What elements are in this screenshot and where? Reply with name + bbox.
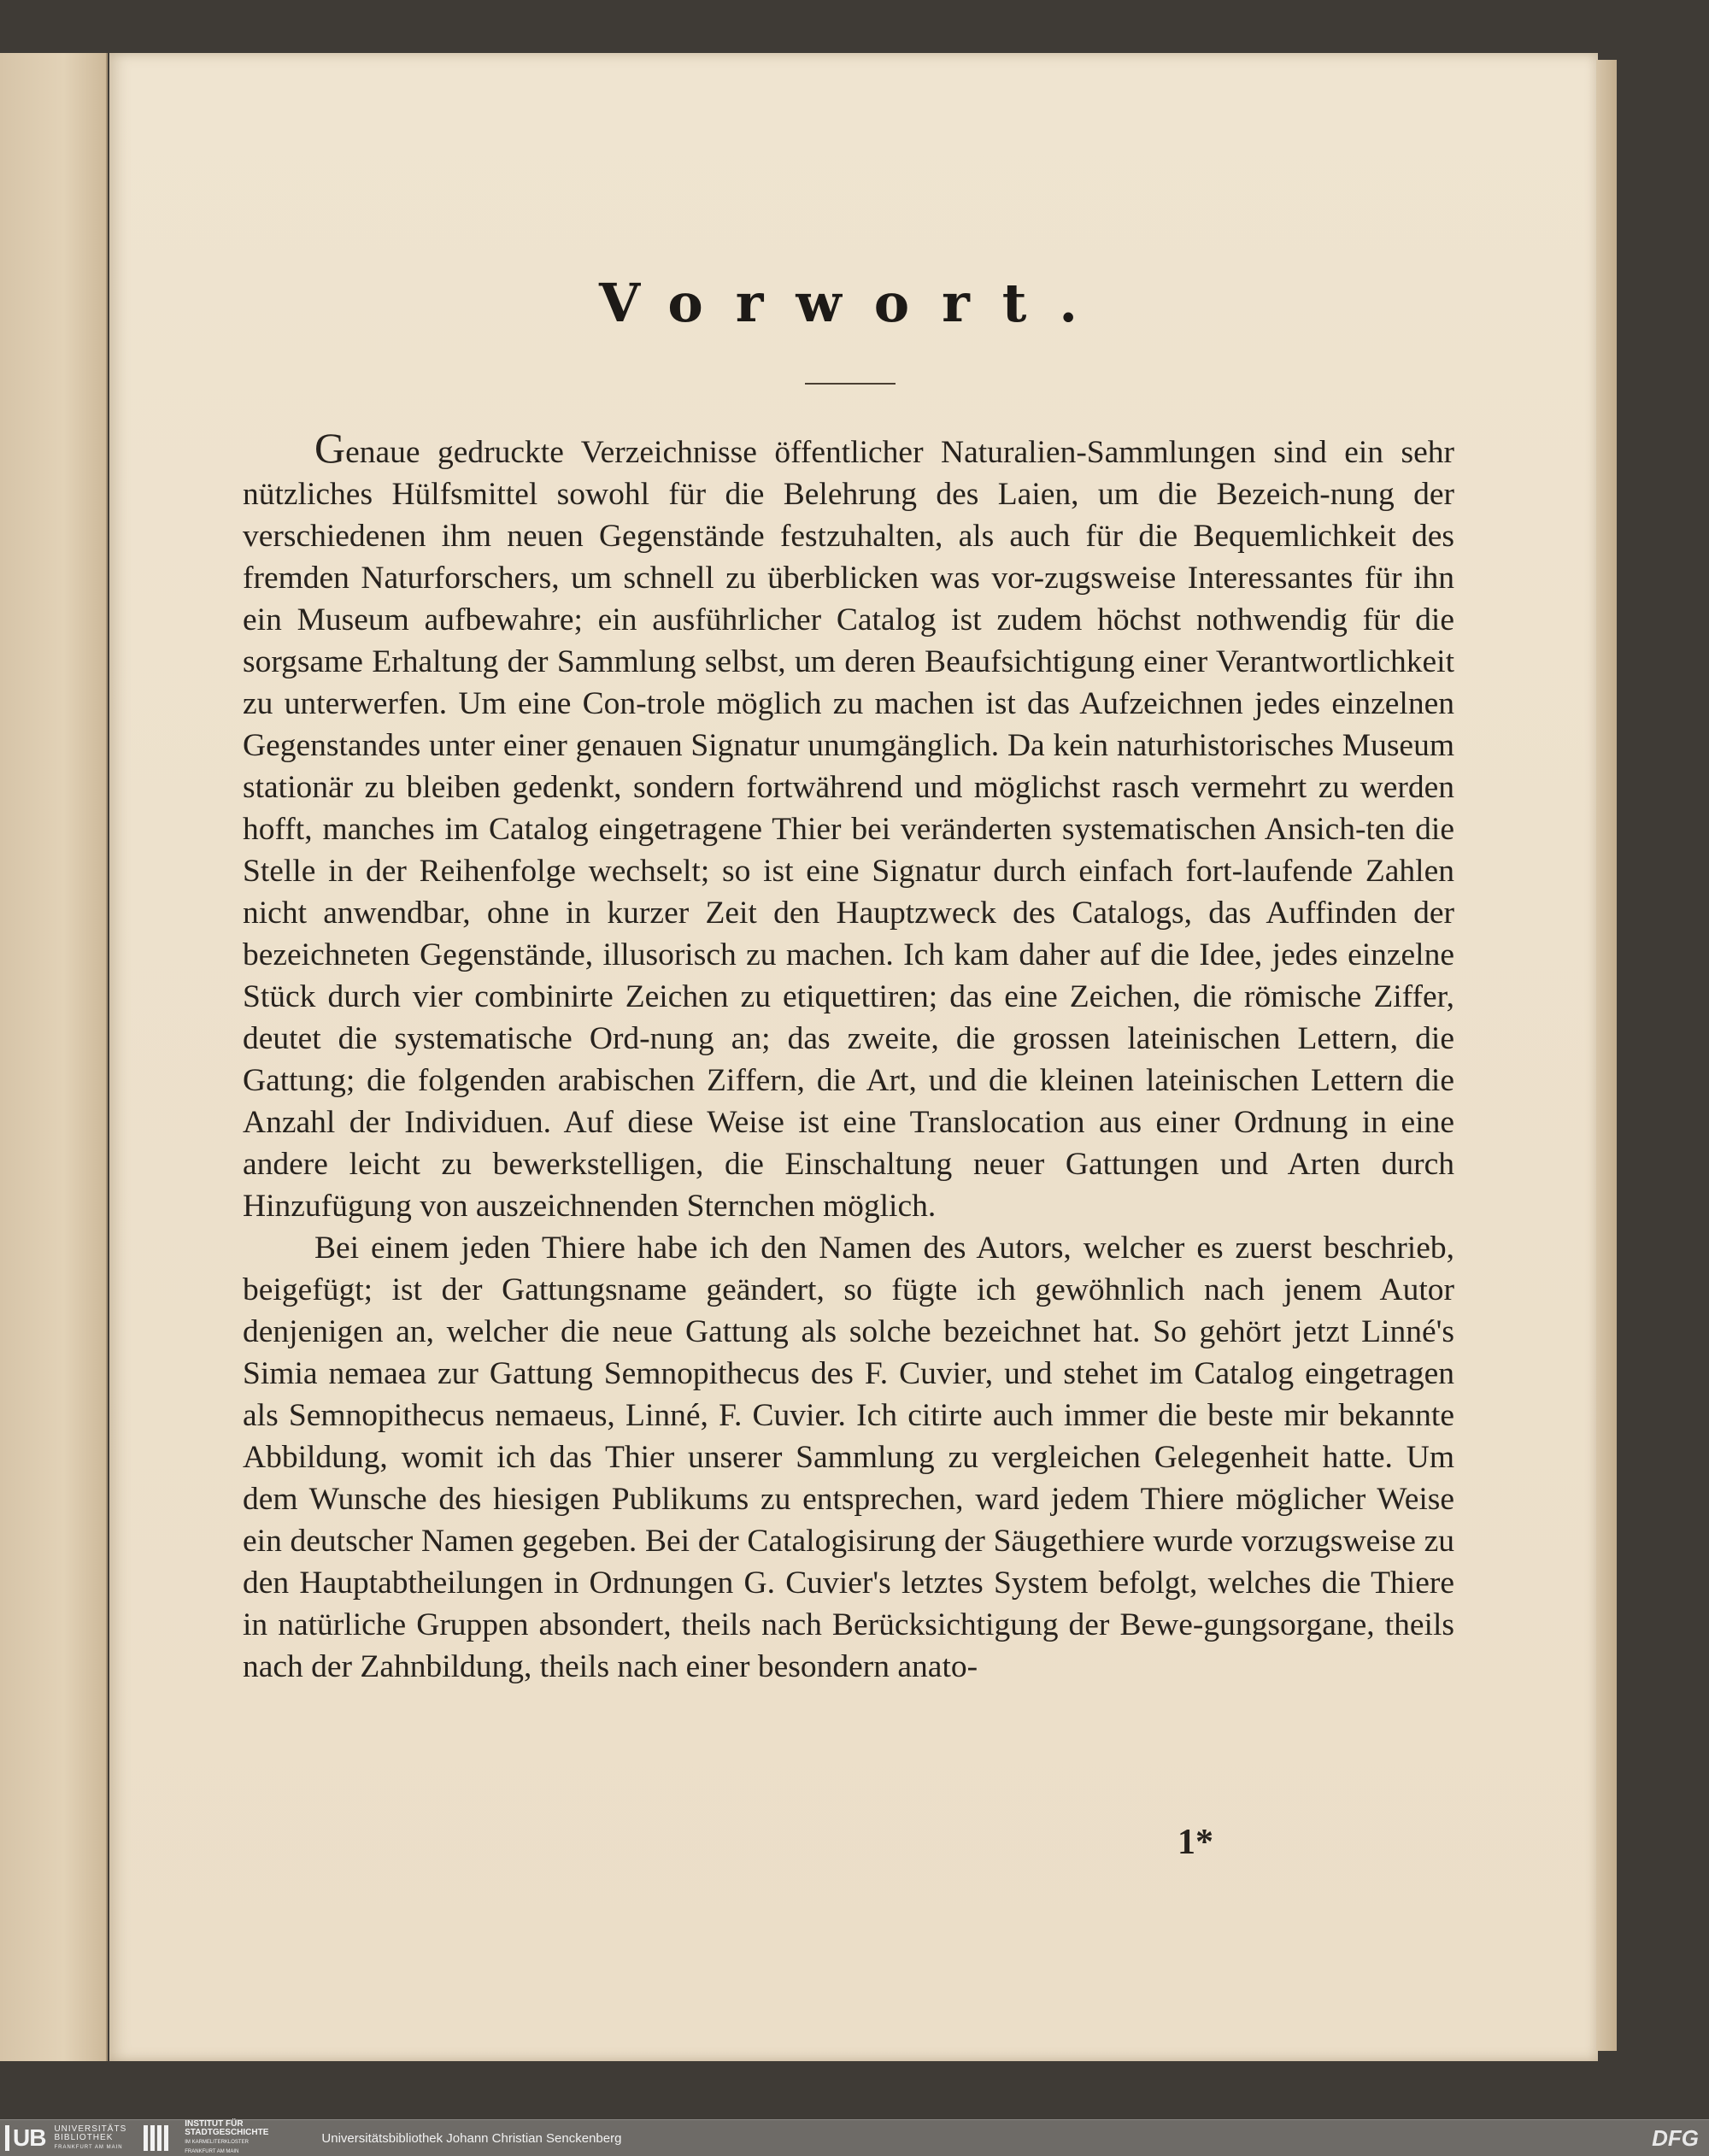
ub-logo-line1: UNIVERSITÄTS [54,2124,127,2134]
institut-stadtgeschichte-logo[interactable] [144,2120,268,2156]
heading-rule [805,383,896,385]
ifs-logo-icon [144,2125,178,2151]
paragraph-1 [243,424,1454,1227]
drop-cap: G [314,424,346,472]
signature-mark: 1* [1178,1823,1213,1862]
ub-logo-line2: BIBLIOTHEK [54,2132,114,2142]
ub-logo-text [54,2125,126,2152]
dfg-logo[interactable]: DFG [1652,2125,1699,2151]
paragraph-2: Bei einem jeden Thiere habe ich den Namen des Autors, welcher es zuerst beschrieb, beigefügt; ist der Gattungsname geändert, so fügte ich gewöhnlich nach jenem Autor denjenigen an, welcher die neue Gattung als solche bezeichnet hat. So gehört jetzt Linné's Simia nemaea zur Gattung Semnopithecus des F. Cuvier, und stehet im Catalog eingetragen als Semnopithecus nemaeus, Linné, F. Cuvier. Ich citirte auch immer die beste mir bekannte Abbildung, womit ich das Thier unserer Sammlung zu vergleichen Gelegenheit hatte. Um dem Wunsche des hiesigen Publikums zu entsprechen, ward jedem Thiere möglicher Weise ein deutscher Namen gegeben. Bei der Catalogisirung der Säugethiere wurde vorzugsweise zu den Hauptabtheilungen in Ordnungen G. Cuvier's letztes System befolgt, welches die Thiere in natürliche Gruppen absondert, theils nach Berücksichtigung der Bewe-gungsorgane, theils nach der Zahnbildung, theils nach einer besondern anato- [243,1231,1454,1684]
library-credit: Universitätsbibliothek Johann Christian Senckenberg [321,2130,622,2146]
page-heading: Vorwort. [598,272,1111,334]
ub-logo[interactable] [5,2124,126,2152]
ub-logo-line3: FRANKFURT AM MAIN [54,2144,123,2150]
viewer-footer [0,2119,1709,2156]
ifs-line2: STADTGESCHICHTE [185,2128,269,2137]
ifs-line3: IM KARMELITERKLOSTER [185,2140,249,2145]
body-text [243,424,1454,1688]
page-fore-edge [1596,60,1617,2051]
paragraph-1-text: enaue gedruckte Verzeichnisse öffentlicher Naturalien-Sammlungen sind ein sehr nützliches Hülfsmittel sowohl für die Belehrung des Laien, um die Bezeich-nung der verschiedenen ihm neuen Gegenstände festzuhalten, als auch für die Bequemlichkeit des fremden Naturforschers, um schnell zu überblicken was vor-zugsweise Interessantes für ihn ein Museum aufbewahre; ein ausführlicher Catalog ist zudem höchst nothwendig für die sorgsame Erhaltung der Sammlung selbst, um deren Beaufsichtigung einer Verantwortlichkeit zu unterwerfen. Um eine Con-trole möglich zu machen ist das Aufzeichnen jedes einzelnen Gegenstandes unter einer genauen Signatur unumgänglich. Da kein naturhistorisches Museum stationär zu bleiben gedenkt, sondern fortwährend und möglichst rasch vermehrt zu werden hofft, manches im Catalog eingetragene Thier bei veränderten systematischen Ansich-ten die Stelle in der Reihenfolge wechselt; so ist eine Signatur durch einfach fort-laufende Zahlen nicht anwendbar, ohne in kurzer Zeit den Hauptzweck des Catalogs, das Auffinden der bezeichneten Gegenstände, illusorisch zu machen. Ich kam daher auf die Idee, jedes einzelne Stück durch vier combinirte Zeichen zu etiquettiren; das eine Zeichen, die römische Ziffer, deutet die systematische Ord-nung an; das zweite, die grossen lateinischen Lettern, die Gattung; die folgenden arabischen Ziffern, die Art, und die kleinen lateinischen Lettern die Anzahl der Individuen. Auf diese Weise ist eine Translocation aus einer Ordnung in eine andere leicht zu bewerkstelligen, die Einschaltung neuer Gattungen und Arten durch Hinzufügung von auszeichnenden Sternchen möglich. [243,435,1454,1224]
ifs-logo-text [185,2120,268,2156]
ifs-line4: FRANKFURT AM MAIN [185,2149,239,2154]
facing-page-edge [0,53,108,2061]
ifs-line1: INSTITUT FÜR [185,2119,244,2129]
ub-logo-mark: UB [5,2125,45,2151]
